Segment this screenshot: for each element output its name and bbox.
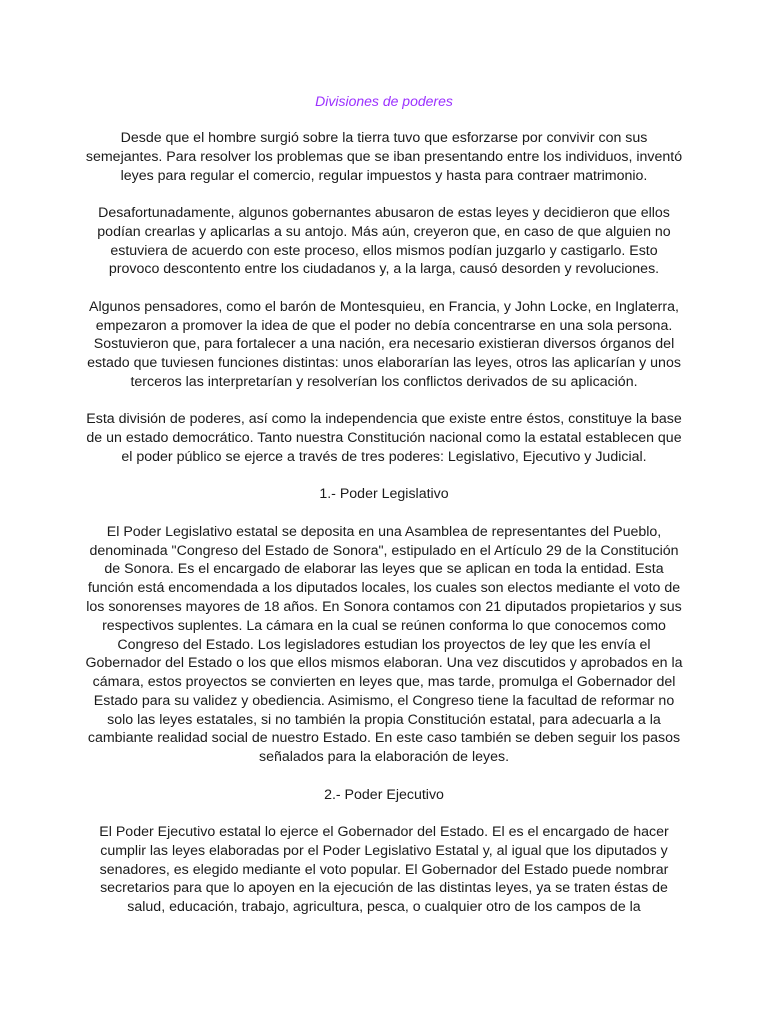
paragraph-intro: Desde que el hombre surgió sobre la tierra tuvo que esforzarse por convivir con sus semejantes. Para resolver los problemas que se iban presentando entre los individuos, inventó leyes para regular el comercio, regular impuestos y hasta para contraer matrimonio. — [85, 130, 683, 184]
paragraph-abuse: Desafortunadamente, algunos gobernantes abusaron de estas leyes y decidieron que ellos podían crearlas y aplicarlas a su antojo. Más aún, creyeron que, en caso de que alguien no estuviera de acuerdo con este proceso, ellos mismos podían juzgarlo y castigarlo. Esto provoco descontento entre los ciudadanos y, a la larga, causó desorden y revoluciones. — [97, 204, 671, 278]
document-title: Divisiones de poderes — [315, 93, 453, 109]
section-heading-ejecutivo: 2.- Poder Ejecutivo — [324, 786, 444, 803]
section-heading-legislativo: 1.- Poder Legislativo — [319, 486, 449, 503]
paragraph-division: Esta división de poderes, así como la independencia que existe entre éstos, constituye la base de un estado democrático. Tanto nuestra Constitución nacional como la estatal establecen que el poder público se ejerce a través de tres poderes: Legislativo, Ejecutivo y Judicial. — [86, 411, 682, 465]
paragraph-ejecutivo: El Poder Ejecutivo estatal lo ejerce el Gobernador del Estado. El es el encargado de hacer cumplir las leyes elaboradas por el Poder Legislativo Estatal y, al igual que los diputados y senadores, es elegido mediante el voto popular. El Gobernador del Estado puede nombrar secretarios para que lo apoyen en la ejecución de las distintas leyes, ya se traten éstas de salud, educación, trabajo, agricultura, pesca, o cualquier otro de los campos de la — [99, 824, 669, 916]
paragraph-thinkers: Algunos pensadores, como el barón de Montesquieu, en Francia, y John Locke, en Inglaterra, empezaron a promover la idea de que el poder no debía concentrarse en una sola persona. Sostuvieron que, para fortalecer a una nación, era necesario existieran diversos órganos del estado que tuviesen funciones distintas: unos elaborarían las leyes, otros las aplicarían y unos terceros las interpretarían y resolverían los conflictos derivados de su aplicación. — [87, 298, 681, 390]
paragraph-legislativo: El Poder Legislativo estatal se deposita en una Asamblea de representantes del Pueblo, denominada "Congreso del Estado de Sonora", estipulado en el Artículo 29 de la Constitución de Sonora. Es el encargado de elaborar las leyes que se aplican en toda la entidad. Esta función está encomendada a los diputados locales, los cuales son electos mediante el voto de los sonorenses mayores de 18 años. En Sonora contamos con 21 diputados propietarios y sus respectivos suplentes. La cámara en la cual se reúnen conforma lo que conocemos como Congreso del Estado. Los legisladores estudian los proyectos de ley que les envía el Gobernador del Estado o los que ellos mismos elaboran. Una vez discutidos y aprobados en la cámara, estos proyectos se convierten en leyes que, mas tarde, promulga el Gobernador del Estado para su validez y obediencia. Asimismo, el Congreso tiene la facultad de reformar no solo las leyes estatales, si no también la propia Constitución estatal, para adecuarla a la cambiante realidad social de nuestro Estado. En este caso también se deben seguir los pasos señalados para la elaboración de leyes. — [85, 523, 683, 766]
